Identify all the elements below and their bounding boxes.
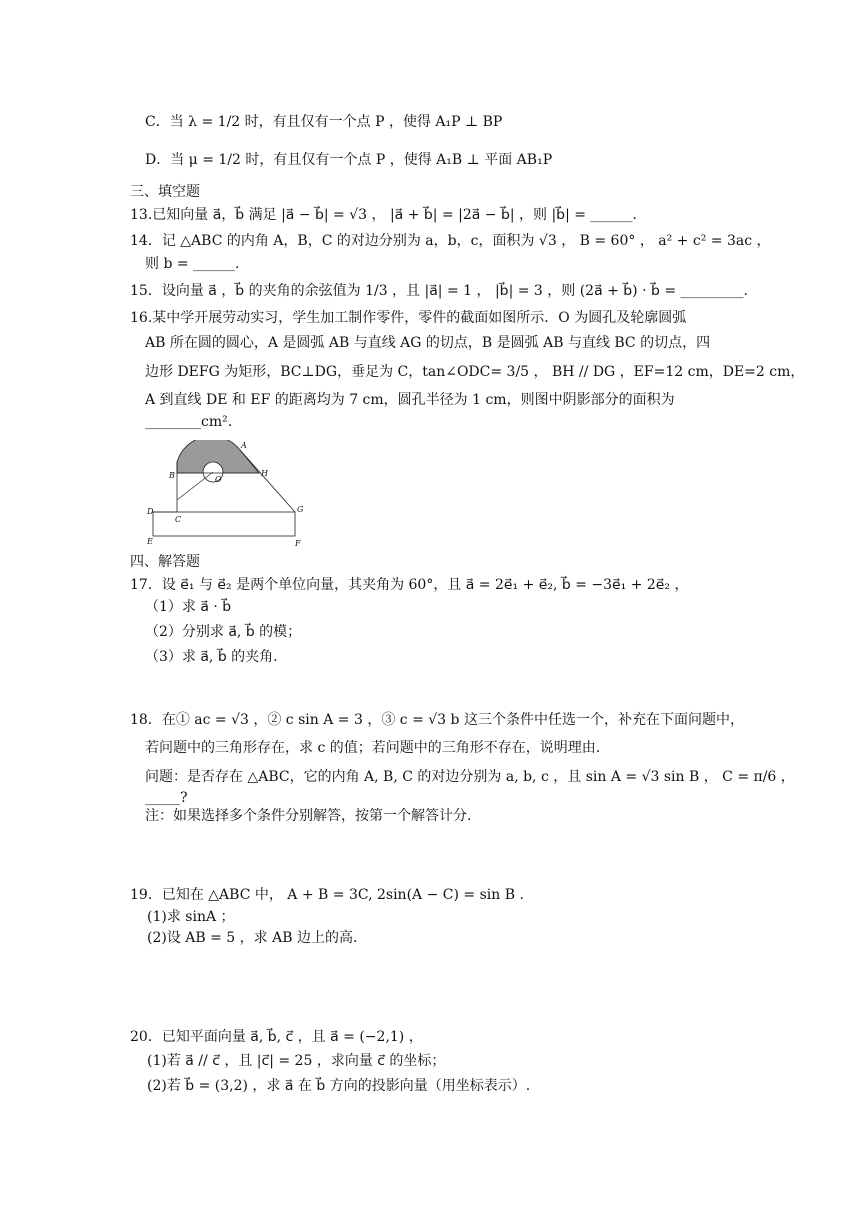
question-16-line5: ________cm². [145, 414, 233, 430]
question-16-line4: A 到直线 DE 和 EF 的距离均为 7 cm，圆孔半径为 1 cm，则图中阴影部分的面积为 [145, 392, 675, 408]
question-20-part1: (1)若 a⃗ // c⃗ ，且 |c⃗| = 25 ，求向量 c⃗ 的坐标； [147, 1053, 446, 1069]
question-16-line2: AB 所在圆的圆心，A 是圆弧 AB 与直线 AG 的切点，B 是圆弧 AB 与直线 BC 的切点，四 [145, 335, 711, 351]
label-f: F [295, 539, 301, 548]
question-18-blank: _____? [145, 790, 188, 806]
question-20-stem: 20．已知平面向量 a⃗, b⃗, c⃗ ，且 a⃗ = (−2,1) ， [130, 1029, 423, 1045]
question-13: 13.已知向量 a⃗，b⃗ 满足 |a⃗ − b⃗| = √3 ， |a⃗ + b⃗| = |2a⃗ − b⃗| ，则 |b⃗| = ______. [130, 207, 637, 223]
label-d: D [147, 507, 154, 516]
question-15: 15．设向量 a⃗ ，b⃗ 的夹角的余弦值为 1/3 ，且 |a⃗| = 1 ， |b⃗| = 3 ，则 (2a⃗ + b⃗) · b⃗ = _________. [130, 283, 748, 299]
question-18-line1: 18．在① ac = √3 ，② c sin A = 3 ，③ c = √3 b 这三个条件中任选一个，补充在下面问题中， [130, 712, 744, 728]
line-od [177, 472, 213, 500]
option-c: C．当 λ = 1/2 时，有且仅有一个点 P ，使得 A₁P ⊥ BP [145, 114, 503, 130]
line-ag [240, 450, 295, 512]
question-16-line3: 边形 DEFG 为矩形，BC⊥DG，垂足为 C，tan∠ODC= 3/5 ， BH // DG ，EF=12 cm，DE=2 cm， [145, 364, 805, 380]
section-solutions: 四、解答题 [130, 554, 200, 570]
question-17-part1: （1）求 a⃗ · b⃗ [145, 599, 232, 615]
question-16-line1: 16.某中学开展劳动实习，学生加工制作零件，零件的截面如图所示．O 为圆孔及轮廓圆弧 [130, 310, 687, 326]
question-17-stem: 17．设 e⃗₁ 与 e⃗₂ 是两个单位向量，其夹角为 60°，且 a⃗ = 2e⃗₁ + e⃗₂, b⃗ = −3e⃗₁ + 2e⃗₂ ， [130, 577, 689, 593]
question-17-part3: （3）求 a⃗, b⃗ 的夹角. [145, 649, 278, 665]
label-a: A [241, 441, 247, 450]
option-d: D．当 μ = 1/2 时，有且仅有一个点 P ，使得 A₁B ⊥ 平面 AB₁P [145, 152, 553, 168]
label-c: C [175, 515, 182, 524]
question-19-stem: 19．已知在 △ABC 中， A + B = 3C, 2sin(A − C) = sin B . [130, 887, 524, 903]
question-18-problem: 问题：是否存在 △ABC，它的内角 A, B, C 的对边分别为 a, b, c ，且 sin A = √3 sin B ， C = π/6 ， [145, 769, 795, 785]
label-o: O [215, 475, 222, 484]
label-b: B [169, 471, 175, 480]
question-14-line2: 则 b = ______. [145, 256, 240, 272]
label-e: E [147, 537, 153, 546]
question-17-part2: （2）分别求 a⃗, b⃗ 的模； [145, 624, 302, 640]
section-fill-in: 三、填空题 [130, 184, 200, 200]
question-19-part2: (2)设 AB = 5 ，求 AB 边上的高. [147, 930, 358, 946]
question-14-line1: 14．记 △ABC 的内角 A，B，C 的对边分别为 a，b，c，面积为 √3 ， B = 60° ， a² + c² = 3ac ， [130, 233, 771, 249]
question-19-part1: (1)求 sinA ； [147, 909, 235, 925]
question-18-note: 注：如果选择多个条件分别解答，按第一个解答计分. [145, 808, 472, 824]
label-g: G [297, 505, 304, 514]
part-cross-section-figure [145, 440, 315, 552]
question-18-line2: 若问题中的三角形存在，求 c 的值；若问题中的三角形不存在，说明理由. [145, 740, 601, 756]
label-h: H [261, 469, 268, 478]
question-20-part2: (2)若 b⃗ = (3,2) ，求 a⃗ 在 b⃗ 方向的投影向量（用坐标表示）. [147, 1078, 531, 1094]
